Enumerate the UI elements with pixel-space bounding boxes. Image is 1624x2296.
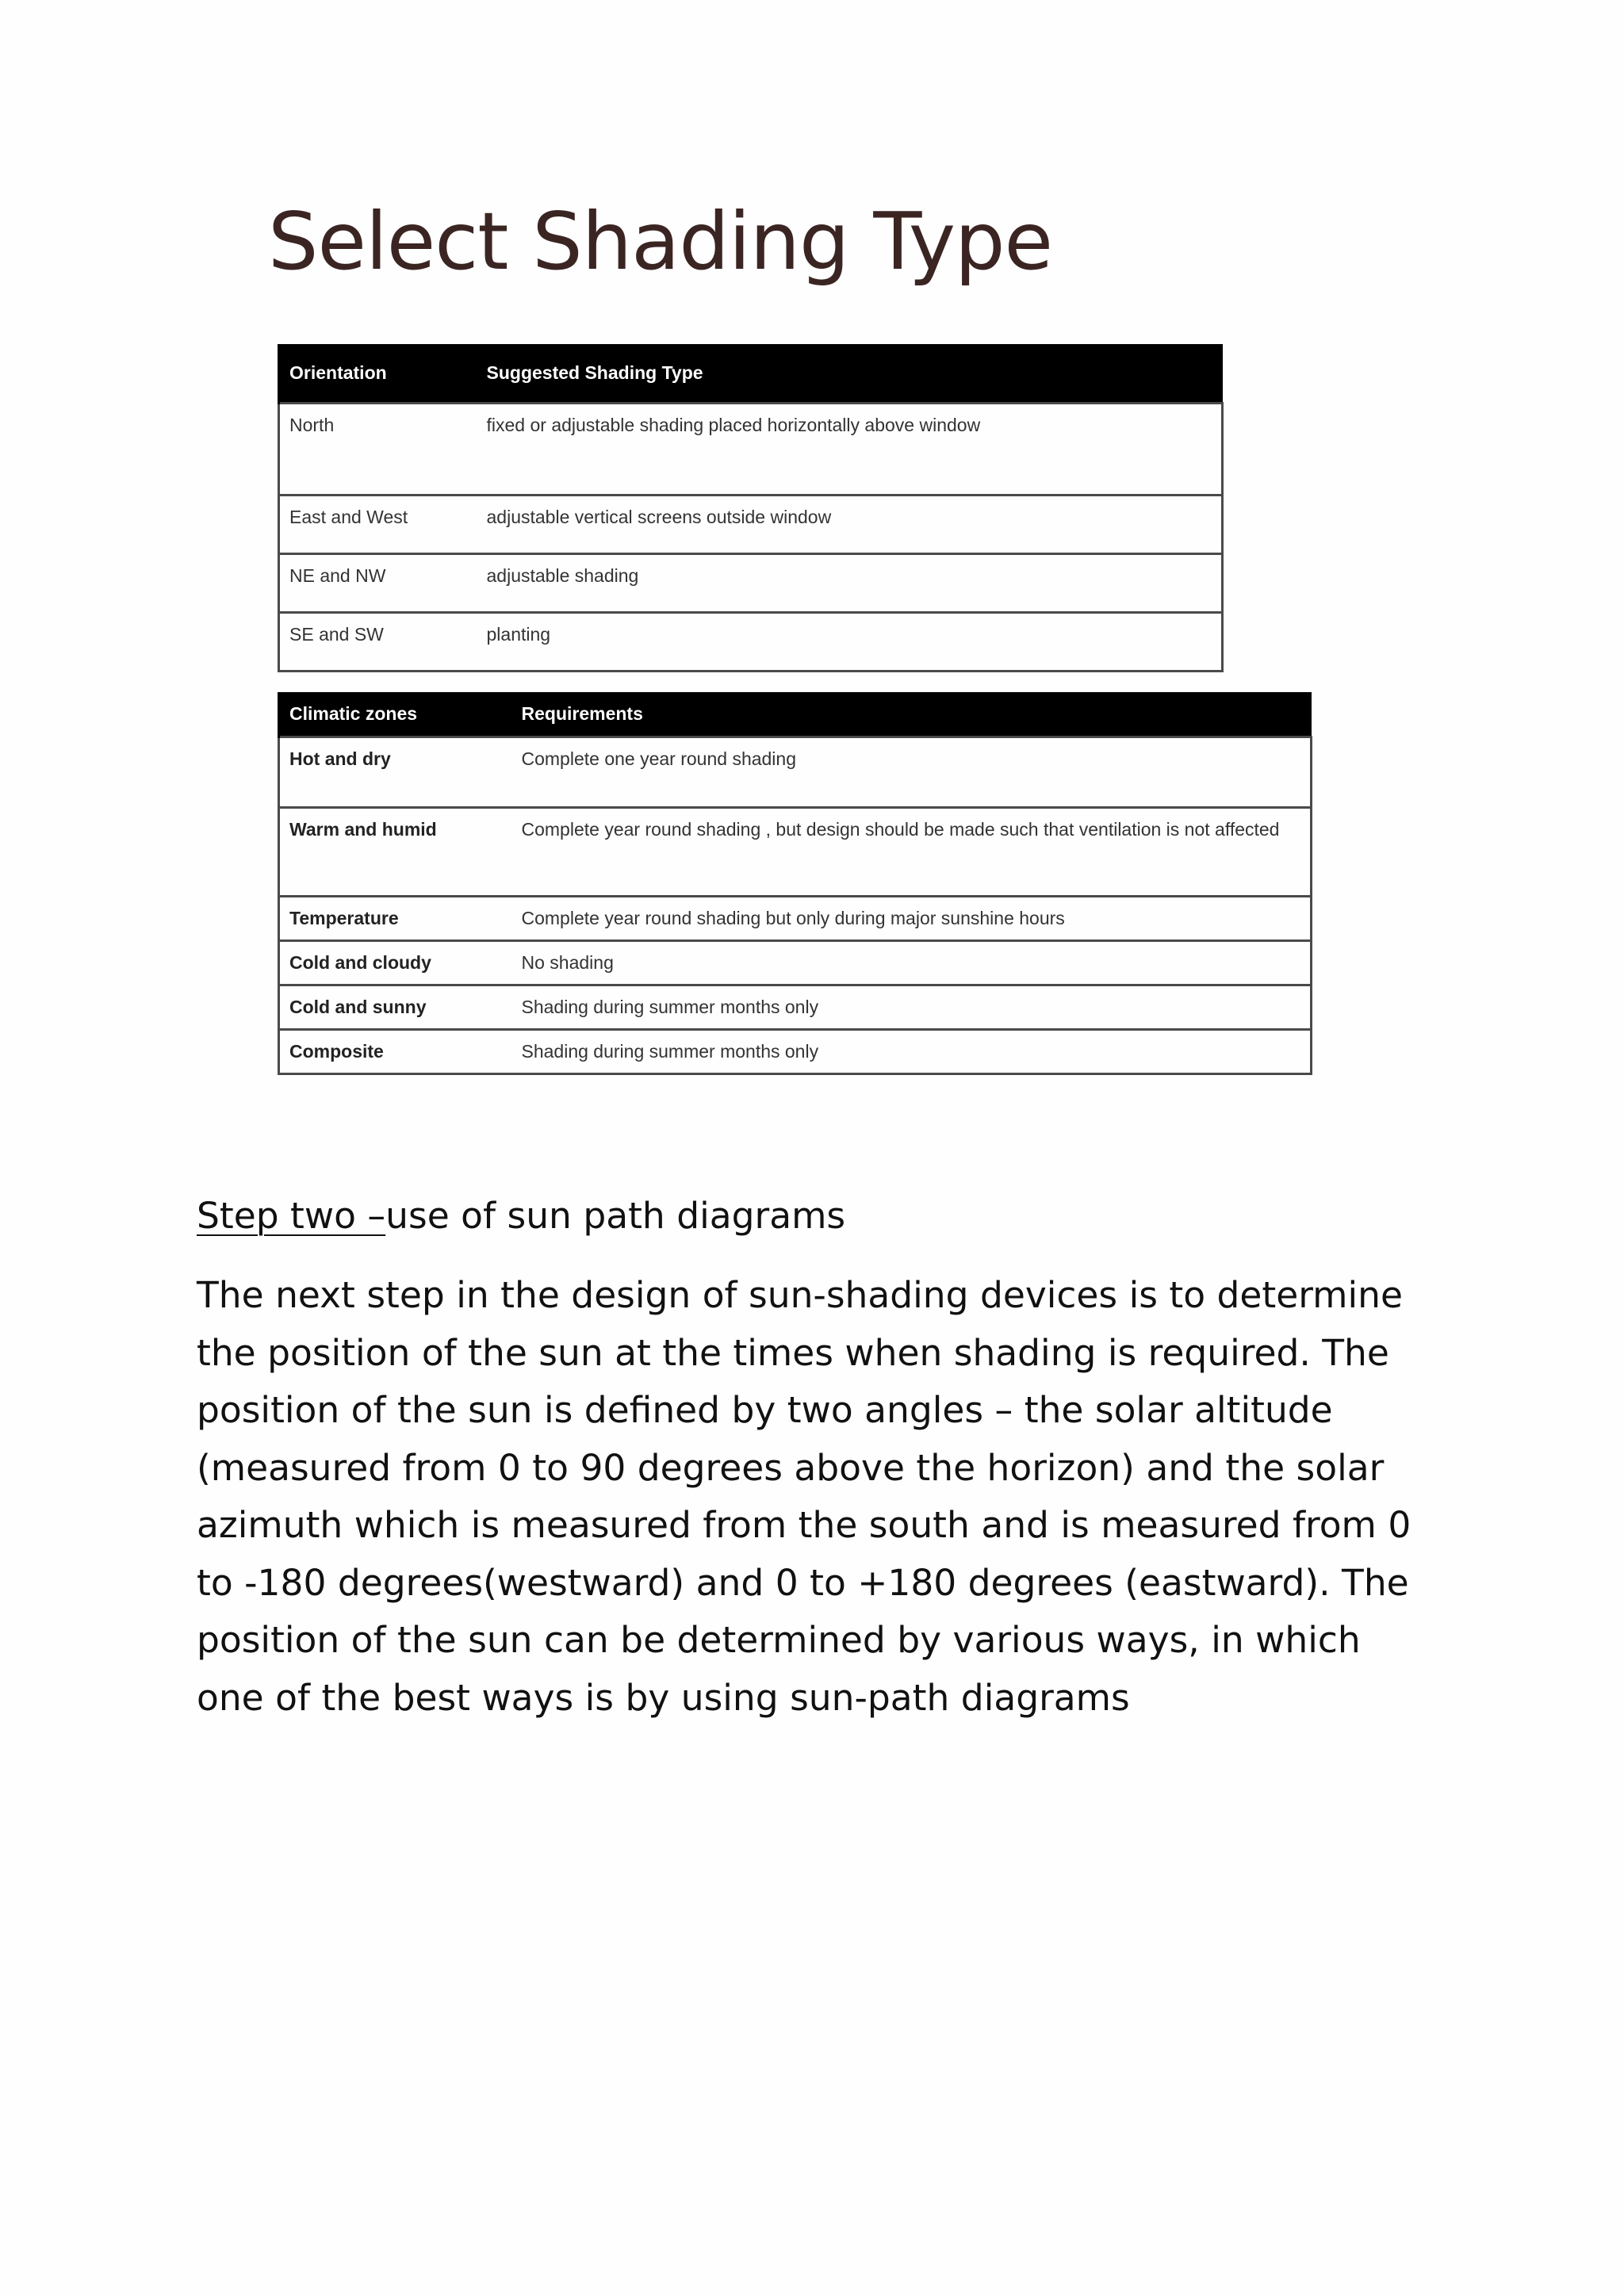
shading-cell: adjustable shading [477,553,1223,612]
zone-cell: Cold and sunny [279,985,512,1029]
table-row [279,737,1312,807]
shading-cell: planting [477,612,1223,671]
body-paragraph: The next step in the design of sun-shading devices is to determine the position of the sun at the times when shading is required. The position of the sun is defined by two angles – the solar altitude (measured from 0 to 90 degrees above the horizon) and the solar azimuth which is measured from the south and is measured from 0 to -180 degrees(westward) and 0 to +180 degrees (eastward). The position of the sun can be determined by various ways, in which one of the best ways is by using sun-path diagrams [197,1274,1411,1719]
column-header-requirements: Requirements [512,692,1312,737]
orientation-cell: NE and NW [279,553,477,612]
table-row [279,553,1223,612]
table-row [279,495,1223,553]
orientation-cell: East and West [279,495,477,553]
table-row [279,940,1312,985]
table-row [279,403,1223,495]
table-row [279,612,1223,671]
requirement-cell: Shading during summer months only [512,985,1312,1029]
table-row [279,896,1312,940]
zone-cell: Warm and humid [279,807,512,896]
column-header-shading-type: Suggested Shading Type [477,344,1223,403]
table-header-row [279,344,1223,403]
shading-cell: adjustable vertical screens outside window [477,495,1223,553]
section-heading [197,1188,1434,1245]
column-header-climatic-zones: Climatic zones [279,692,512,737]
orientation-cell: North [279,403,477,495]
section-heading-step-label: Step two – [197,1195,386,1237]
table-row [279,807,1312,896]
table-header-row [279,692,1312,737]
zone-cell: Hot and dry [279,737,512,807]
zone-cell: Temperature [279,896,512,940]
table-row [279,985,1312,1029]
document-body [197,1188,1434,1727]
table-row [279,1029,1312,1073]
requirement-cell: Complete one year round shading [512,737,1312,807]
requirement-cell: Shading during summer months only [512,1029,1312,1073]
requirement-cell: Complete year round shading , but design should be made such that ventilation is not affected [512,807,1312,896]
climate-table [278,692,1312,1075]
orientation-cell: SE and SW [279,612,477,671]
requirement-cell: No shading [512,940,1312,985]
page-title: Select Shading Type [268,195,1053,288]
zone-cell: Composite [279,1029,512,1073]
orientation-table [278,344,1224,672]
shading-cell: fixed or adjustable shading placed horizontally above window [477,403,1223,495]
column-header-orientation: Orientation [279,344,477,403]
zone-cell: Cold and cloudy [279,940,512,985]
section-heading-text: use of sun path diagrams [385,1195,846,1237]
requirement-cell: Complete year round shading but only during major sunshine hours [512,896,1312,940]
